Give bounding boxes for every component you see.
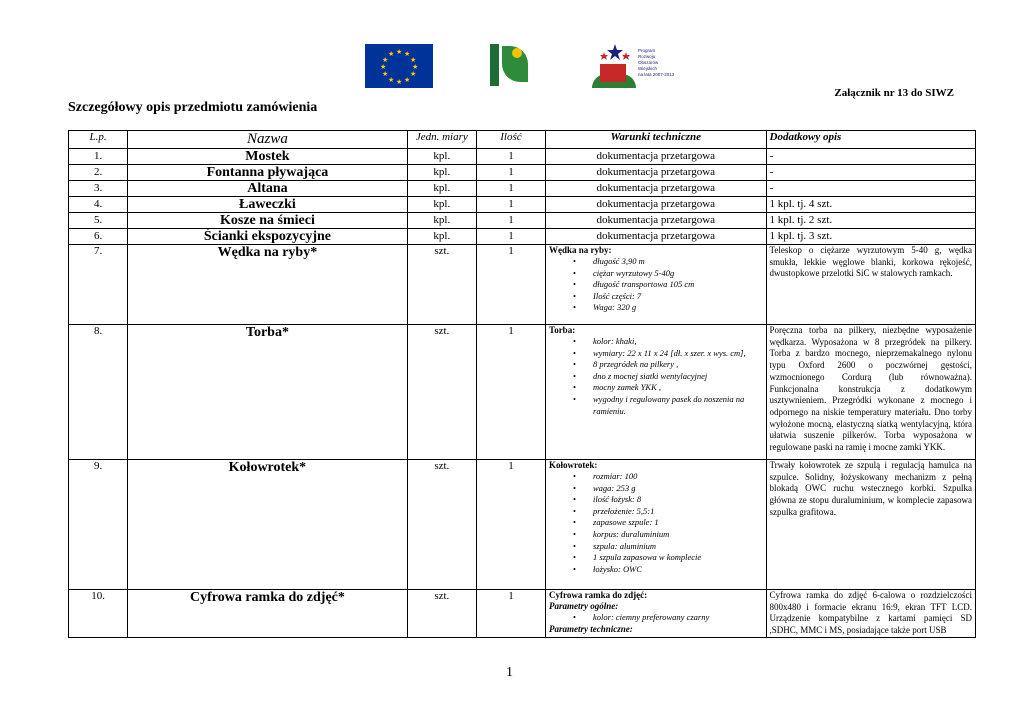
cell-extra: 1 kpl. tj. 4 szt. bbox=[766, 197, 976, 213]
table-row bbox=[69, 165, 976, 181]
table-row bbox=[69, 197, 976, 213]
cell-unit: szt. bbox=[407, 590, 476, 638]
cell-extra: 1 kpl. tj. 3 szt. bbox=[766, 229, 976, 245]
list-item: • dno z mocnej siatki wentylacyjnej bbox=[593, 371, 762, 383]
table-row bbox=[69, 460, 976, 590]
cell-conditions: dokumentacja przetargowa bbox=[546, 149, 766, 165]
cell-conditions: dokumentacja przetargowa bbox=[546, 197, 766, 213]
cell-extra: 1 kpl. tj. 2 szt. bbox=[766, 213, 976, 229]
cell-qty: 1 bbox=[476, 197, 545, 213]
cell-qty: 1 bbox=[476, 181, 545, 197]
spec-list bbox=[549, 336, 762, 417]
list-item: • szpula: aluminium bbox=[593, 541, 762, 553]
cell-unit: kpl. bbox=[407, 213, 476, 229]
list-item: • rozmiar: 100 bbox=[593, 471, 762, 483]
cell-name: Kołowrotek* bbox=[128, 460, 408, 590]
cell-name: Wędka na ryby* bbox=[128, 245, 408, 325]
page-number: 1 bbox=[506, 665, 513, 680]
cell-name: Kosze na śmieci bbox=[128, 213, 408, 229]
cell-qty: 1 bbox=[476, 213, 545, 229]
header-conditions: Warunki techniczne bbox=[546, 131, 766, 149]
cell-lp: 9. bbox=[69, 460, 128, 590]
cell-conditions: dokumentacja przetargowa bbox=[546, 165, 766, 181]
cell-qty: 1 bbox=[476, 325, 545, 460]
list-item: • ilość łożysk: 8 bbox=[593, 494, 762, 506]
attachment-label: Załącznik nr 13 do SIWZ bbox=[834, 87, 954, 99]
cell-conditions bbox=[546, 460, 766, 590]
cell-name: Ścianki ekspozycyjne bbox=[128, 229, 408, 245]
cell-unit: kpl. bbox=[407, 181, 476, 197]
spec-title: Kołowrotek: bbox=[549, 460, 598, 470]
logo-strip bbox=[0, 42, 1024, 92]
cell-extra: - bbox=[766, 181, 976, 197]
table-row bbox=[69, 590, 976, 638]
cell-extra: - bbox=[766, 149, 976, 165]
list-item: • długość transportowa 105 cm bbox=[593, 279, 762, 291]
cell-conditions bbox=[546, 325, 766, 460]
cell-name: Ławeczki bbox=[128, 197, 408, 213]
table-row bbox=[69, 181, 976, 197]
list-item: • zapasowe szpule: 1 bbox=[593, 517, 762, 529]
spec-subtitle: Parametry ogólne: bbox=[549, 601, 619, 611]
header-qty: Ilość bbox=[476, 131, 545, 149]
cell-lp: 2. bbox=[69, 165, 128, 181]
cell-extra: - bbox=[766, 165, 976, 181]
cell-conditions bbox=[546, 590, 766, 638]
page-title: Szczegółowy opis przedmiotu zamówienia bbox=[68, 100, 318, 115]
cell-extra: Trwały kołowrotek ze szpulą i regulacją hamulca na szpulce. Solidny, łożyskowany mechanizm z pełną blokadą OWC ruchu wstecznego korbki. Szpulka główna ze stopu duraluminium, w komplecie zapasowa szpulka grafitowa. bbox=[766, 460, 976, 590]
list-item: • kolor: khaki, bbox=[593, 336, 762, 348]
prow-logo-line: Program bbox=[638, 48, 656, 53]
cell-unit: kpl. bbox=[407, 229, 476, 245]
list-item: • kolor: ciemny preferowany czarny bbox=[593, 612, 762, 624]
cell-extra: Teleskop o ciężarze wyrzutowym 5-40 g, wędka smukła, lekkie węglowe blanki, korkowa rękojeść, dwustopkowe przelotki SiC w stalowych ramkach. bbox=[766, 245, 976, 325]
header-unit: Jedn. miary bbox=[407, 131, 476, 149]
header-extra: Dodatkowy opis bbox=[766, 131, 976, 149]
cell-unit: szt. bbox=[407, 460, 476, 590]
cell-extra: Poręczna torba na pilkery, niezbędne wyposażenie wędkarza. Wyposażona w 8 przegródek na pilkery. Torba z bardzo mocnego, nieprzemakalnego nylonu typu Oxford 2600 o poczwórnej gęstości, wzmocnionego Cordurą (lub równoważna). Funkcjonalna konstrukcja z dodatkowym usztywnieniem. Przegródki wykonane z mocnego i odpornego na niskie temperatury materiału. Dno torby wyłożone mocną, elastyczną siatką wentylacyjną, która ułatwia suszenie pilkerów. Torba wyposażona w regulowane paski na ramię i mocne zamki YKK. bbox=[766, 325, 976, 460]
list-item: • Waga: 320 g bbox=[593, 302, 762, 314]
prow-logo bbox=[590, 42, 680, 92]
cell-qty: 1 bbox=[476, 149, 545, 165]
cell-lp: 1. bbox=[69, 149, 128, 165]
list-item: • 1 szpula zapasowa w komplecie bbox=[593, 552, 762, 564]
list-item: • korpus: duraluminium bbox=[593, 529, 762, 541]
cell-qty: 1 bbox=[476, 245, 545, 325]
cell-lp: 5. bbox=[69, 213, 128, 229]
cell-name: Torba* bbox=[128, 325, 408, 460]
cell-unit: kpl. bbox=[407, 149, 476, 165]
prow-logo-line: Obszarów bbox=[638, 60, 659, 65]
cell-qty: 1 bbox=[476, 590, 545, 638]
spec-title: Torba: bbox=[549, 325, 576, 335]
cell-unit: kpl. bbox=[407, 165, 476, 181]
list-item: • wymiary: 22 x 11 x 24 [dł. x szer. x wys. cm], bbox=[593, 348, 762, 360]
table-row bbox=[69, 245, 976, 325]
cell-conditions: dokumentacja przetargowa bbox=[546, 181, 766, 197]
spec-list bbox=[549, 256, 762, 314]
cell-lp: 6. bbox=[69, 229, 128, 245]
cell-unit: szt. bbox=[407, 325, 476, 460]
prow-logo-line: Rozwoju bbox=[638, 54, 656, 59]
specification-table bbox=[68, 130, 976, 638]
header-name: Nazwa bbox=[128, 131, 408, 149]
spec-title: Wędka na ryby: bbox=[549, 245, 612, 255]
cell-lp: 10. bbox=[69, 590, 128, 638]
cell-conditions bbox=[546, 245, 766, 325]
prow-logo-line: Wiejskich bbox=[638, 66, 658, 71]
table-row bbox=[69, 149, 976, 165]
cell-name: Altana bbox=[128, 181, 408, 197]
spec-list bbox=[549, 612, 762, 624]
spec-title: Cyfrowa ramka do zdjęć: bbox=[549, 590, 648, 600]
cell-unit: szt. bbox=[407, 245, 476, 325]
table-row bbox=[69, 325, 976, 460]
cell-name: Fontanna pływająca bbox=[128, 165, 408, 181]
cell-qty: 1 bbox=[476, 460, 545, 590]
list-item: • Ilość części: 7 bbox=[593, 291, 762, 303]
list-item: • przełożenie: 5,5:1 bbox=[593, 506, 762, 518]
cell-qty: 1 bbox=[476, 229, 545, 245]
cell-lp: 3. bbox=[69, 181, 128, 197]
cell-lp: 8. bbox=[69, 325, 128, 460]
cell-qty: 1 bbox=[476, 165, 545, 181]
spec-list bbox=[549, 471, 762, 575]
header-lp: L.p. bbox=[69, 131, 128, 149]
leader-logo bbox=[490, 42, 530, 88]
list-item: • długość 3,90 m bbox=[593, 256, 762, 268]
list-item: • 8 przegródek na pilkery , bbox=[593, 359, 762, 371]
cell-conditions: dokumentacja przetargowa bbox=[546, 229, 766, 245]
eu-flag-logo: ★ ★ ★ ★ ★ ★ ★ ★ ★ ★ ★ ★ bbox=[365, 44, 433, 88]
list-item: • ciężar wyrzutowy 5-40g bbox=[593, 268, 762, 280]
spec-subtitle: Parametry techniczne: bbox=[549, 623, 633, 634]
cell-name: Mostek bbox=[128, 149, 408, 165]
cell-unit: kpl. bbox=[407, 197, 476, 213]
list-item: • wygodny i regulowany pasek do noszenia na ramieniu. bbox=[593, 394, 762, 417]
cell-name: Cyfrowa ramka do zdjęć* bbox=[128, 590, 408, 638]
table-row bbox=[69, 213, 976, 229]
cell-conditions: dokumentacja przetargowa bbox=[546, 213, 766, 229]
cell-lp: 7. bbox=[69, 245, 128, 325]
list-item: • mocny zamek YKK , bbox=[593, 382, 762, 394]
table-header-row bbox=[69, 131, 976, 149]
list-item: • łożysko: OWC bbox=[593, 564, 762, 576]
cell-lp: 4. bbox=[69, 197, 128, 213]
table-row bbox=[69, 229, 976, 245]
list-item: • waga: 253 g bbox=[593, 483, 762, 495]
prow-logo-line: na lata 2007-2013 bbox=[638, 72, 675, 77]
cell-extra: Cyfrowa ramka do zdjęć 6-calowa o rozdzielczości 800x480 i formacie ekranu 16:9, ekran TFT LCD. Urządzenie kompatybilne z kartami pamięci SD ,SDHC, MMC i MS, posiadające także port USB bbox=[766, 590, 976, 638]
